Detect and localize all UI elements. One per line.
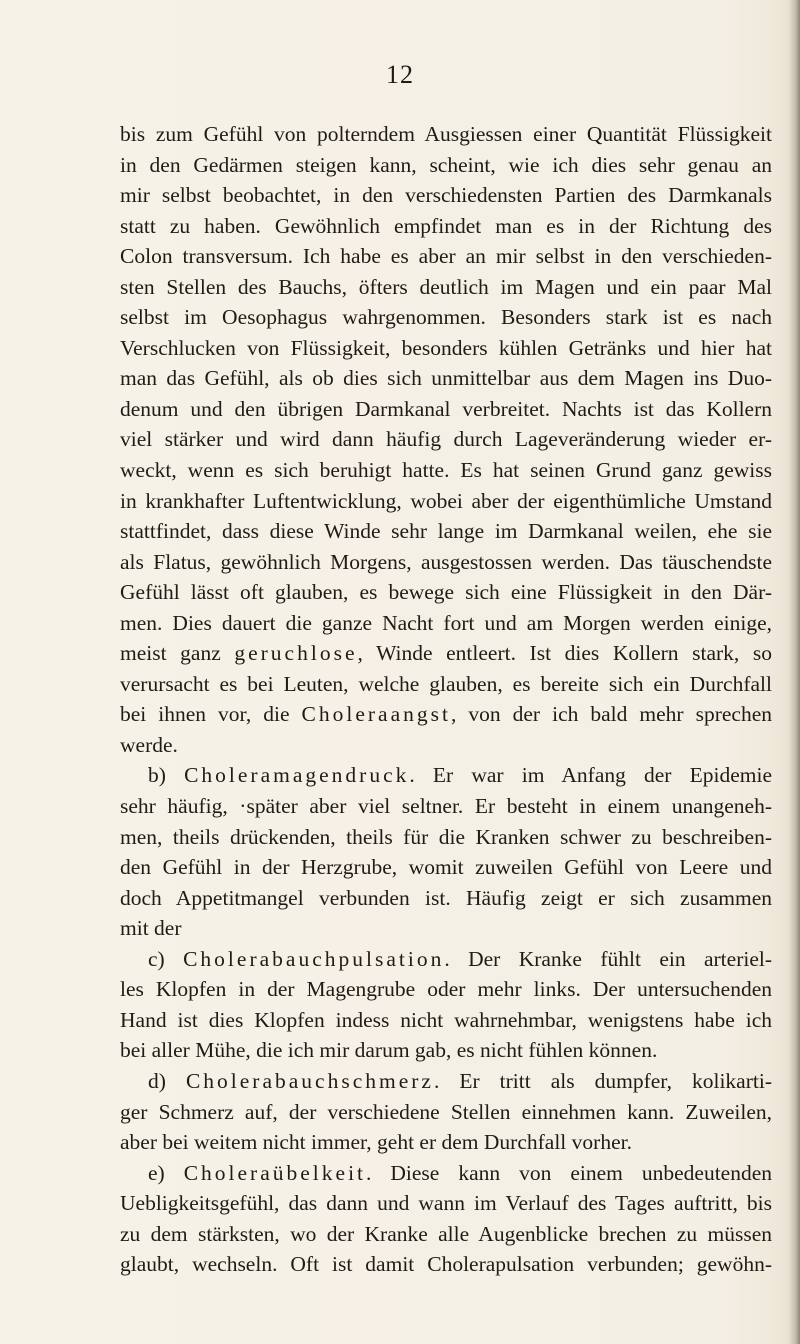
text-segment: bei ihnen vor, die bbox=[120, 702, 302, 727]
text-segment: les Klopfen in der Magengrube oder mehr links. Der untersuchenden bbox=[120, 977, 772, 1002]
text-line bbox=[120, 333, 772, 364]
text-line bbox=[120, 852, 772, 883]
text-segment: aber bei weitem nicht immer, geht er dem Durchfall vorher. bbox=[120, 1130, 632, 1155]
text-segment: , von der ich bald mehr sprechen bbox=[450, 702, 772, 727]
text-line bbox=[120, 1158, 772, 1189]
text-segment: b) bbox=[148, 763, 185, 788]
text-segment: . Er war im Anfang der Epidemie bbox=[409, 763, 772, 788]
text-segment: c) bbox=[148, 946, 184, 971]
text-segment: men, theils drückenden, theils für die Kranken schwer zu beschreiben- bbox=[120, 824, 772, 849]
text-line bbox=[120, 180, 772, 211]
text-line bbox=[120, 730, 772, 761]
text-line bbox=[120, 791, 772, 822]
emphasized-term: Choleramagendruck bbox=[184, 763, 410, 788]
text-line bbox=[120, 516, 772, 547]
text-segment: meist ganz bbox=[120, 641, 235, 666]
text-segment: Hand ist dies Klopfen indess nicht wahrnehmbar, wenigstens habe ich bbox=[120, 1007, 772, 1032]
page-edge-shadow bbox=[788, 0, 800, 1344]
text-line bbox=[120, 669, 772, 700]
text-line bbox=[120, 638, 772, 669]
text-segment: man das Gefühl, als ob dies sich unmittelbar aus dem Magen ins Duo- bbox=[120, 366, 772, 391]
text-line bbox=[120, 1249, 772, 1280]
emphasized-term: Cholerabauchschmerz bbox=[185, 1068, 434, 1093]
text-segment: statt zu haben. Gewöhnlich empfindet man es in der Richtung des bbox=[120, 213, 772, 238]
text-line bbox=[120, 1188, 772, 1219]
text-segment: e) bbox=[148, 1160, 184, 1185]
text-line bbox=[120, 1035, 772, 1066]
text-line bbox=[120, 150, 772, 181]
text-segment: bei aller Mühe, die ich mir darum gab, es nicht fühlen können. bbox=[120, 1038, 658, 1063]
text-segment: d) bbox=[148, 1068, 186, 1093]
text-segment: stattfindet, dass diese Winde sehr lange im Darmkanal weilen, ehe sie bbox=[120, 519, 772, 544]
text-segment: doch Appetitmangel verbunden ist. Häufig zeigt er sich zusammen bbox=[120, 885, 772, 910]
text-segment: , Winde entleert. Ist dies Kollern stark, so bbox=[357, 641, 772, 666]
emphasized-term: Choleraangst bbox=[301, 702, 451, 727]
text-segment: sten Stellen des Bauchs, öfters deutlich im Magen und ein paar Mal bbox=[120, 274, 772, 299]
text-segment: . Er tritt als dumpfer, kolikarti- bbox=[433, 1068, 772, 1093]
text-segment: viel stärker und wird dann häufig durch Lageveränderung wieder er- bbox=[120, 427, 772, 452]
text-segment: bis zum Gefühl von polterndem Ausgiessen einer Quantität Flüssigkeit bbox=[120, 122, 772, 146]
text-line bbox=[120, 699, 772, 730]
emphasized-term: Choleraübelkeit bbox=[183, 1160, 367, 1185]
text-segment: men. Dies dauert die ganze Nacht fort und am Morgen werden einige, bbox=[120, 610, 772, 635]
text-line bbox=[120, 211, 772, 242]
text-line bbox=[120, 486, 772, 517]
text-line bbox=[120, 760, 772, 791]
text-segment: weckt, wenn es sich beruhigt hatte. Es hat seinen Grund ganz gewiss bbox=[120, 458, 772, 483]
text-segment: in den Gedärmen steigen kann, scheint, wie ich dies sehr genau an bbox=[120, 152, 772, 177]
text-line bbox=[120, 1127, 772, 1158]
text-segment: Gefühl lässt oft glauben, es bewege sich eine Flüssigkeit in den Där- bbox=[120, 580, 772, 605]
text-segment: denum und den übrigen Darmkanal verbreitet. Nachts ist das Kollern bbox=[120, 396, 772, 421]
text-segment: glaubt, wechseln. Oft ist damit Cholerapulsation verbunden; gewöhn- bbox=[120, 1252, 772, 1277]
text-line bbox=[120, 577, 772, 608]
text-segment: Verschlucken von Flüssigkeit, besonders kühlen Getränks und hier hat bbox=[120, 335, 772, 360]
text-segment: in krankhafter Luftentwicklung, wobei aber der eigenthümliche Umstand bbox=[120, 488, 772, 513]
emphasized-term: geruchlose bbox=[234, 641, 358, 666]
text-line bbox=[120, 363, 772, 394]
text-line bbox=[120, 913, 772, 944]
text-line bbox=[120, 608, 772, 639]
page-number: 12 bbox=[386, 60, 414, 89]
text-line bbox=[120, 302, 772, 333]
text-line bbox=[120, 1097, 772, 1128]
text-line bbox=[120, 1219, 772, 1250]
text-segment: . Der Kranke fühlt ein arteriel- bbox=[444, 946, 773, 971]
text-line bbox=[120, 119, 772, 150]
text-line bbox=[120, 1066, 772, 1097]
text-line bbox=[120, 974, 772, 1005]
text-segment: Uebligkeitsgefühl, das dann und wann im Verlauf des Tages auftritt, bis bbox=[120, 1191, 772, 1216]
text-segment: verursacht es bei Leuten, welche glauben, es bereite sich ein Durchfall bbox=[120, 671, 772, 696]
text-line bbox=[120, 241, 772, 272]
text-segment: sehr häufig, ·später aber viel seltner. Er besteht in einem unangeneh- bbox=[120, 794, 772, 819]
text-line bbox=[120, 547, 772, 578]
emphasized-term: Cholerabauchpulsation bbox=[183, 946, 445, 971]
text-line bbox=[120, 394, 772, 425]
text-segment: mir selbst beobachtet, in den verschiedensten Partien des Darmkanals bbox=[120, 183, 772, 208]
text-line bbox=[120, 944, 772, 975]
body-text bbox=[120, 119, 772, 1280]
text-segment: zu dem stärksten, wo der Kranke alle Augenblicke brechen zu müssen bbox=[120, 1221, 772, 1246]
text-segment: ger Schmerz auf, der verschiedene Stellen einnehmen kann. Zuweilen, bbox=[120, 1099, 772, 1124]
text-segment: als Flatus, gewöhnlich Morgens, ausgestossen werden. Das täuschendste bbox=[120, 549, 772, 574]
text-line bbox=[120, 822, 772, 853]
text-line bbox=[120, 272, 772, 303]
text-segment: den Gefühl in der Herzgrube, womit zuweilen Gefühl von Leere und bbox=[120, 855, 772, 880]
text-segment: mit der bbox=[120, 916, 182, 941]
text-segment: . Diese kann von einem unbedeutenden bbox=[366, 1160, 773, 1185]
text-line bbox=[120, 455, 772, 486]
text-segment: werde. bbox=[120, 732, 178, 757]
text-segment: selbst im Oesophagus wahrgenommen. Besonders stark ist es nach bbox=[120, 305, 772, 330]
text-line bbox=[120, 1005, 772, 1036]
text-line bbox=[120, 883, 772, 914]
text-line bbox=[120, 424, 772, 455]
text-segment: Colon transversum. Ich habe es aber an mir selbst in den verschieden- bbox=[120, 244, 772, 269]
